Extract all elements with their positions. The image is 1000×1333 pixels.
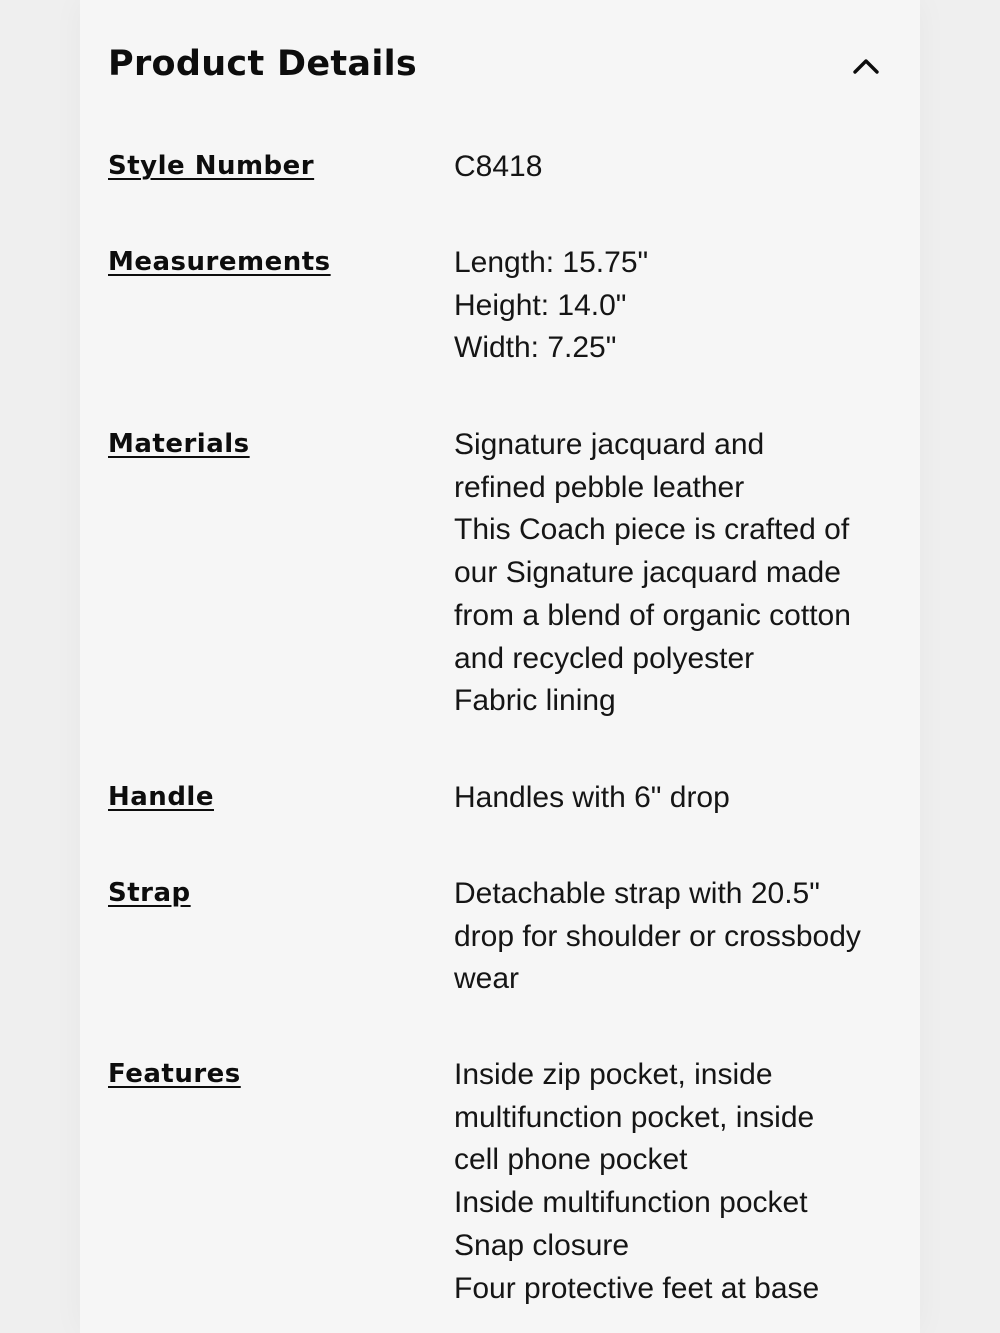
detail-line: Snap closure (454, 1228, 630, 1262)
measurements-label[interactable]: Measurements (108, 247, 331, 277)
detail-line: drop for shoulder or crossbody (454, 919, 861, 953)
detail-line: from a blend of organic cotton (454, 598, 851, 632)
strap-label[interactable]: Strap (108, 878, 191, 908)
style-number-label[interactable]: Style Number (108, 151, 315, 181)
strap-value (454, 873, 914, 1001)
handle-value (454, 777, 914, 820)
style-number-value (454, 146, 914, 189)
chevron-up-icon[interactable] (848, 48, 884, 84)
detail-line: Inside zip pocket, inside (454, 1058, 773, 1091)
detail-line: and recycled polyester (454, 641, 755, 675)
detail-line: wear (454, 962, 520, 996)
detail-line: Width: 7.25" (454, 331, 617, 365)
detail-line: C8418 (454, 150, 543, 183)
detail-line: our Signature jacquard made (454, 556, 841, 590)
detail-line: refined pebble leather (454, 470, 745, 504)
detail-line: Length: 15.75" (454, 246, 649, 279)
materials-value (454, 424, 914, 723)
detail-line: Fabric lining (454, 684, 616, 718)
detail-line: cell phone pocket (454, 1143, 688, 1177)
features-label[interactable]: Features (108, 1059, 241, 1089)
detail-line: Detachable strap with 20.5" (454, 877, 820, 910)
features-value (454, 1054, 914, 1310)
section-title: Product Details (108, 44, 418, 84)
detail-line: Handles with 6" drop (454, 781, 730, 814)
product-details-panel (80, 0, 920, 1333)
detail-line: Signature jacquard and (454, 428, 765, 461)
materials-label[interactable]: Materials (108, 429, 250, 459)
detail-line: This Coach piece is crafted of (454, 513, 850, 547)
detail-line: multifunction pocket, inside (454, 1100, 815, 1134)
detail-line: Four protective feet at base (454, 1271, 820, 1305)
detail-line: Inside multifunction pocket (454, 1186, 808, 1220)
handle-label[interactable]: Handle (108, 782, 214, 812)
measurements-value (454, 242, 914, 370)
detail-line: Height: 14.0" (454, 288, 627, 322)
product-details-header[interactable] (108, 38, 892, 98)
